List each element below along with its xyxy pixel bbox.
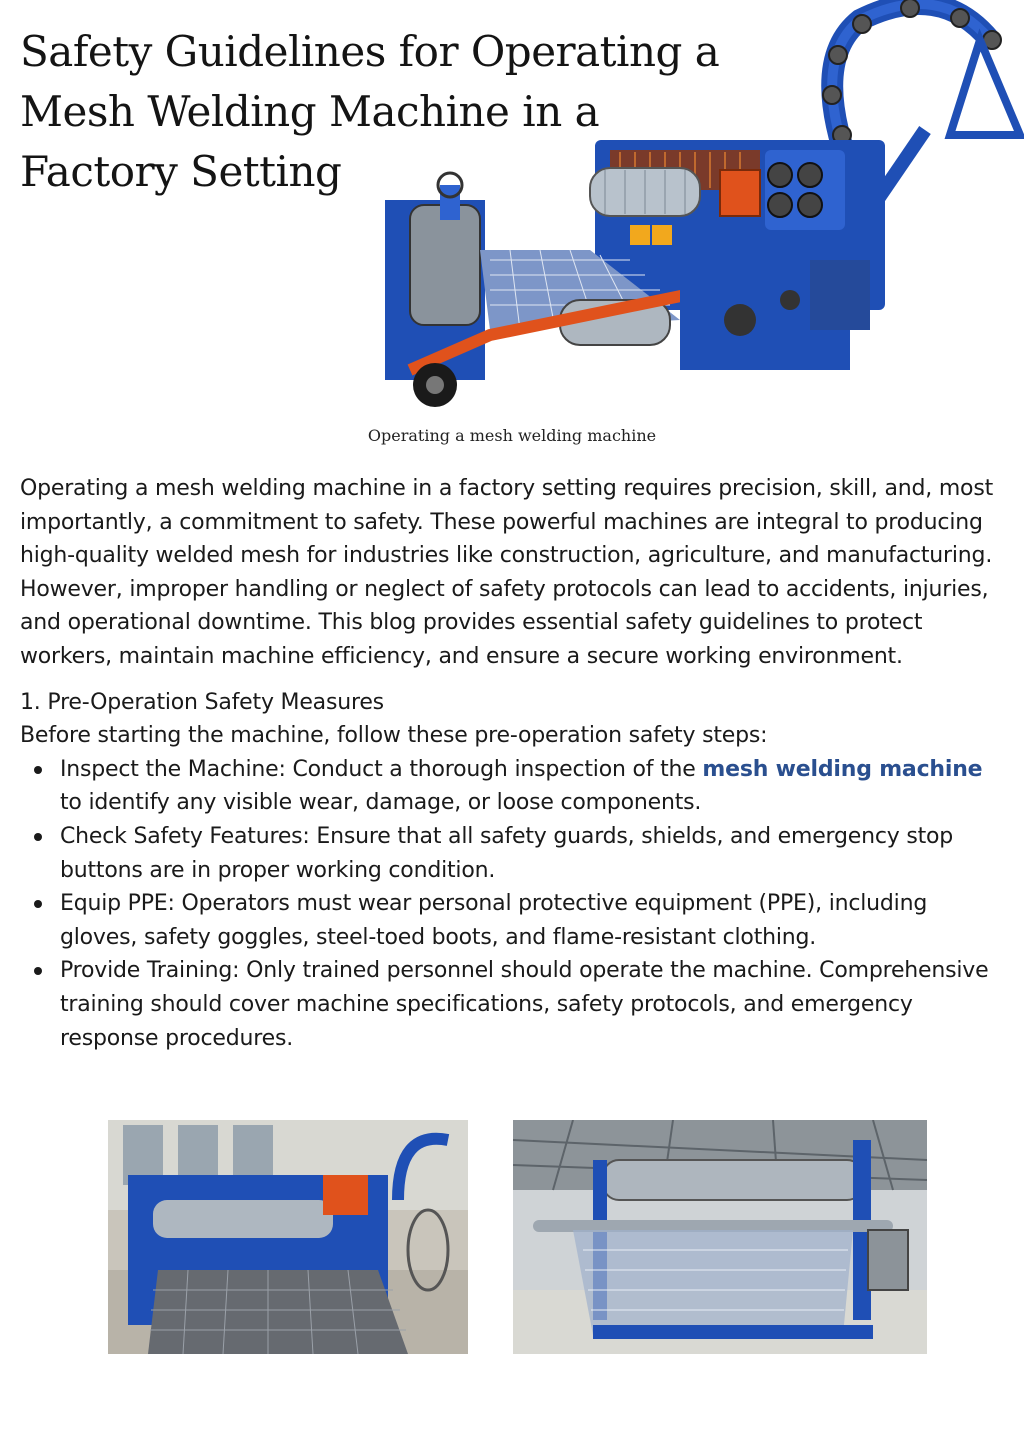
list-item [20, 887, 1010, 954]
list-item-text: to identify any visible wear, damage, or loose components. [60, 790, 702, 816]
bullet-dot [34, 833, 42, 841]
list-item [20, 820, 1010, 887]
list-item [20, 954, 1010, 1055]
title-line-1: Safety Guidelines for Operating a [20, 27, 720, 76]
title-line-2: Mesh Welding Machine in a [20, 87, 600, 136]
intro-paragraph: Operating a mesh welding machine in a factory setting requires precision, skill, and, most importantly, a commitment to safety. These powerful machines are integral to producing high-quality welded mesh for industries like construction, agriculture, and manufacturing. However, improper handling or neglect of safety protocols can lead to accidents, injuries, and operational downtime. This blog provides essential safety guidelines to protect workers, maintain machine efficiency, and ensure a secure working environment. [20, 476, 994, 669]
article-body [20, 472, 1010, 1055]
factory-machine-photo-2 [513, 1120, 927, 1354]
safety-steps-list [20, 753, 1010, 1055]
hero-image-caption: Operating a mesh welding machine [367, 426, 657, 445]
list-item-text: Inspect the Machine: Conduct a thorough inspection of the [60, 756, 703, 782]
bullet-dot [34, 900, 42, 908]
list-item [20, 753, 1010, 820]
list-item-text: Check Safety Features: Ensure that all safety guards, shields, and emergency stop buttons are in proper working condition. [60, 823, 954, 883]
bullet-dot [34, 766, 42, 774]
title-line-3: Factory Setting [20, 147, 342, 196]
bullet-dot [34, 967, 42, 975]
section-lead: Before starting the machine, follow these pre-operation safety steps: [20, 723, 768, 749]
list-item-text: Provide Training: Only trained personnel should operate the machine. Comprehensive training should cover machine specifications, safety protocols, and emergency response procedures. [60, 958, 989, 1051]
factory-photo-left [108, 1120, 468, 1354]
list-item-text: Equip PPE: Operators must wear personal protective equipment (PPE), including gloves, safety goggles, steel-toed boots, and flame-resistant clothing. [60, 891, 928, 950]
factory-machine-photo-1 [108, 1120, 468, 1354]
hero-machine-image [380, 0, 1024, 420]
mesh-welding-machine-illustration [380, 0, 1024, 420]
factory-photo-right [513, 1120, 927, 1354]
mesh-welding-machine-link[interactable]: mesh welding machine [702, 756, 983, 782]
section-heading: 1. Pre-Operation Safety Measures [20, 689, 384, 715]
